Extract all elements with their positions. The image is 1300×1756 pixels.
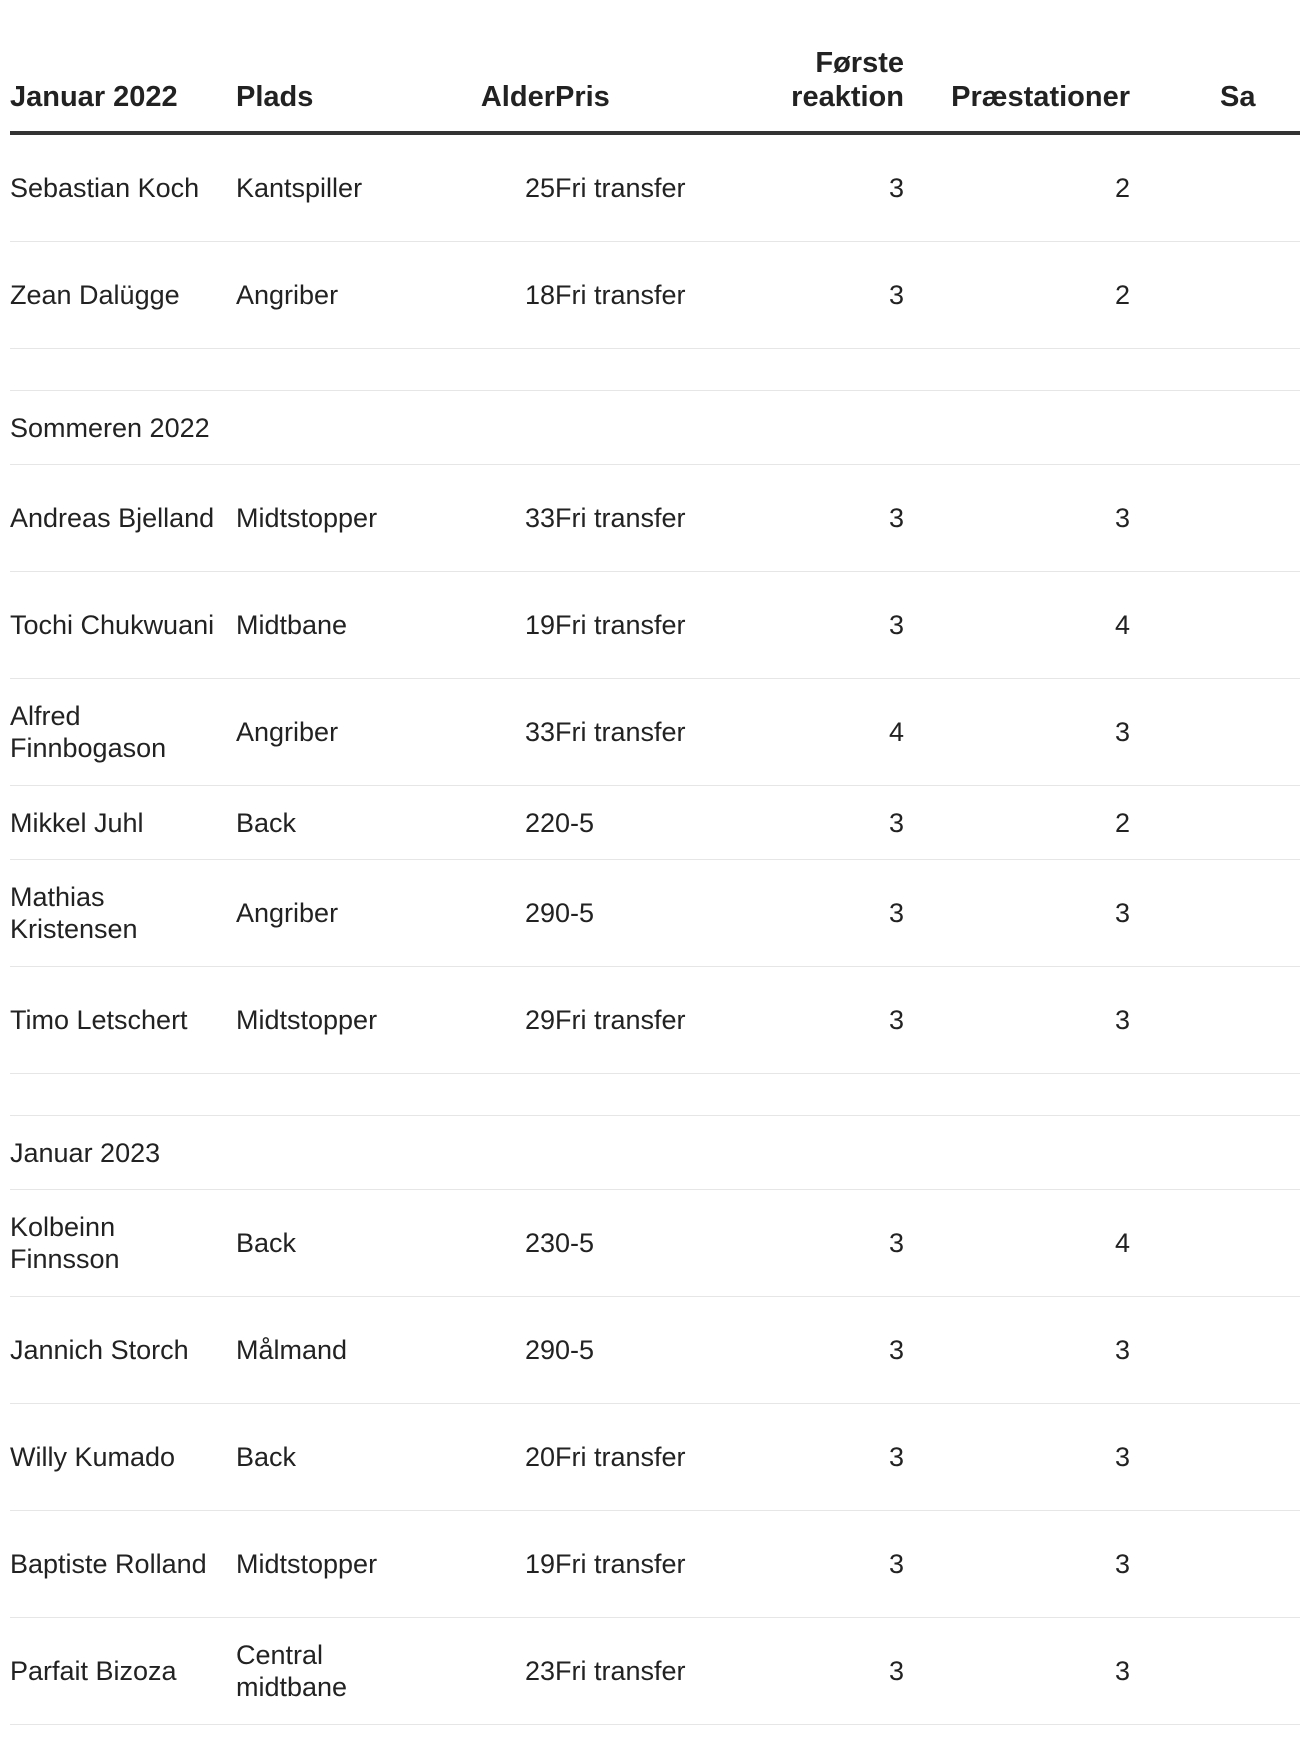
header-foerste-reaktion: Første reaktion xyxy=(704,0,904,133)
first-reaction-score: 3 xyxy=(704,1404,904,1511)
performance-score: 2 xyxy=(904,786,1155,860)
samlet-score xyxy=(1155,679,1300,786)
player-position: Angriber xyxy=(236,860,431,967)
spacer-cell xyxy=(236,349,431,391)
table-row xyxy=(10,133,1300,242)
header-row xyxy=(10,0,1300,133)
first-reaction-score: 3 xyxy=(704,465,904,572)
empty-cell xyxy=(1155,1116,1300,1190)
spacer-cell xyxy=(555,1074,704,1116)
samlet-score xyxy=(1155,242,1300,349)
player-age: 29 xyxy=(431,860,555,967)
header-alder: Alder xyxy=(431,0,555,133)
player-age: 22 xyxy=(431,786,555,860)
performance-score: 3 xyxy=(904,1618,1155,1725)
spacer-cell xyxy=(704,1074,904,1116)
player-price: Fri transfer xyxy=(555,679,704,786)
header-period: Januar 2022 xyxy=(10,0,236,133)
first-reaction-score: 3 xyxy=(704,572,904,679)
performance-score: 4 xyxy=(904,572,1155,679)
player-age: 23 xyxy=(431,1618,555,1725)
performance-score: 3 xyxy=(904,679,1155,786)
player-name: Kolbeinn Finnsson xyxy=(10,1190,236,1297)
player-position: Back xyxy=(236,1190,431,1297)
player-age: 29 xyxy=(431,1297,555,1404)
spacer-cell xyxy=(10,349,236,391)
spacer-cell xyxy=(10,1074,236,1116)
player-age: 19 xyxy=(431,572,555,679)
section-label: Sommeren 2022 xyxy=(10,391,236,465)
performance-score: 3 xyxy=(904,1511,1155,1618)
empty-cell xyxy=(431,391,555,465)
player-price: 0-5 xyxy=(555,1297,704,1404)
player-name: Alfred Finnbogason xyxy=(10,679,236,786)
player-position: Målmand xyxy=(236,1297,431,1404)
player-position: Angriber xyxy=(236,242,431,349)
performance-score: 3 xyxy=(904,1404,1155,1511)
samlet-score xyxy=(1155,572,1300,679)
table-row xyxy=(10,1297,1300,1404)
player-name: Tochi Chukwuani xyxy=(10,572,236,679)
player-price: 0-5 xyxy=(555,860,704,967)
player-age: 33 xyxy=(431,465,555,572)
spacer-cell xyxy=(1155,1074,1300,1116)
player-price: Fri transfer xyxy=(555,1511,704,1618)
player-price: 0-5 xyxy=(555,1190,704,1297)
section-label-row xyxy=(10,1116,1300,1190)
player-price: Fri transfer xyxy=(555,1618,704,1725)
player-name: Parfait Bizoza xyxy=(10,1618,236,1725)
empty-cell xyxy=(904,1116,1155,1190)
empty-cell xyxy=(431,1116,555,1190)
table-row xyxy=(10,242,1300,349)
table-row xyxy=(10,786,1300,860)
performance-score: 3 xyxy=(904,860,1155,967)
empty-cell xyxy=(1155,391,1300,465)
first-reaction-score: 3 xyxy=(704,1618,904,1725)
player-age: 20 xyxy=(431,1404,555,1511)
performance-score: 3 xyxy=(904,1297,1155,1404)
spacer-cell xyxy=(704,349,904,391)
player-position: Midtstopper xyxy=(236,967,431,1074)
samlet-score xyxy=(1155,967,1300,1074)
table-row xyxy=(10,860,1300,967)
player-position: Central midtbane xyxy=(236,1618,431,1725)
player-name: Andreas Bjelland xyxy=(10,465,236,572)
player-age: 18 xyxy=(431,242,555,349)
player-name: Zean Dalügge xyxy=(10,242,236,349)
player-position: Midtstopper xyxy=(236,465,431,572)
first-reaction-score: 3 xyxy=(704,967,904,1074)
performance-score: 2 xyxy=(904,133,1155,242)
player-price: Fri transfer xyxy=(555,1404,704,1511)
spacer-cell xyxy=(904,349,1155,391)
table-row xyxy=(10,1511,1300,1618)
player-position: Angriber xyxy=(236,679,431,786)
samlet-score xyxy=(1155,1297,1300,1404)
first-reaction-score: 3 xyxy=(704,242,904,349)
spacer-cell xyxy=(1155,349,1300,391)
first-reaction-score: 3 xyxy=(704,860,904,967)
section-label: Januar 2023 xyxy=(10,1116,236,1190)
first-reaction-score: 3 xyxy=(704,786,904,860)
player-position: Kantspiller xyxy=(236,133,431,242)
player-price: 0-5 xyxy=(555,786,704,860)
empty-cell xyxy=(904,391,1155,465)
empty-cell xyxy=(555,1116,704,1190)
table-header xyxy=(10,0,1300,133)
performance-score: 4 xyxy=(904,1190,1155,1297)
empty-cell xyxy=(236,391,431,465)
spacer-cell xyxy=(904,1074,1155,1116)
player-price: Fri transfer xyxy=(555,572,704,679)
section-spacer xyxy=(10,349,1300,391)
header-pris: Pris xyxy=(555,0,704,133)
performance-score: 3 xyxy=(904,465,1155,572)
first-reaction-score: 3 xyxy=(704,1511,904,1618)
samlet-score xyxy=(1155,1404,1300,1511)
player-name: Mathias Kristensen xyxy=(10,860,236,967)
table-row xyxy=(10,465,1300,572)
samlet-score xyxy=(1155,465,1300,572)
player-name: Jannich Storch xyxy=(10,1297,236,1404)
first-reaction-score: 3 xyxy=(704,133,904,242)
header-plads: Plads xyxy=(236,0,431,133)
performance-score: 3 xyxy=(904,967,1155,1074)
header-samlet: Sa xyxy=(1155,0,1300,133)
player-age: 23 xyxy=(431,1190,555,1297)
player-price: Fri transfer xyxy=(555,967,704,1074)
transfer-table-container xyxy=(10,0,1256,1756)
player-position: Midtstopper xyxy=(236,1511,431,1618)
player-name: Willy Kumado xyxy=(10,1404,236,1511)
empty-cell xyxy=(555,391,704,465)
spacer-cell xyxy=(431,1074,555,1116)
transfer-table xyxy=(10,0,1300,1725)
section-spacer xyxy=(10,1074,1300,1116)
table-row xyxy=(10,1618,1300,1725)
samlet-score xyxy=(1155,860,1300,967)
empty-cell xyxy=(236,1116,431,1190)
samlet-score xyxy=(1155,1190,1300,1297)
first-reaction-score: 3 xyxy=(704,1297,904,1404)
player-price: Fri transfer xyxy=(555,242,704,349)
player-position: Back xyxy=(236,786,431,860)
table-row xyxy=(10,679,1300,786)
samlet-score xyxy=(1155,786,1300,860)
player-price: Fri transfer xyxy=(555,133,704,242)
player-position: Back xyxy=(236,1404,431,1511)
player-price: Fri transfer xyxy=(555,465,704,572)
samlet-score xyxy=(1155,133,1300,242)
player-name: Mikkel Juhl xyxy=(10,786,236,860)
samlet-score xyxy=(1155,1618,1300,1725)
table-row xyxy=(10,1190,1300,1297)
samlet-score xyxy=(1155,1511,1300,1618)
header-praestationer: Præstationer xyxy=(904,0,1155,133)
player-name: Baptiste Rolland xyxy=(10,1511,236,1618)
player-age: 33 xyxy=(431,679,555,786)
first-reaction-score: 4 xyxy=(704,679,904,786)
player-age: 25 xyxy=(431,133,555,242)
player-name: Sebastian Koch xyxy=(10,133,236,242)
player-position: Midtbane xyxy=(236,572,431,679)
performance-score: 2 xyxy=(904,242,1155,349)
section-label-row xyxy=(10,391,1300,465)
table-row xyxy=(10,1404,1300,1511)
player-age: 29 xyxy=(431,967,555,1074)
spacer-cell xyxy=(236,1074,431,1116)
first-reaction-score: 3 xyxy=(704,1190,904,1297)
table-row xyxy=(10,572,1300,679)
empty-cell xyxy=(704,1116,904,1190)
player-age: 19 xyxy=(431,1511,555,1618)
player-name: Timo Letschert xyxy=(10,967,236,1074)
empty-cell xyxy=(704,391,904,465)
table-row xyxy=(10,967,1300,1074)
spacer-cell xyxy=(431,349,555,391)
spacer-cell xyxy=(555,349,704,391)
table-body xyxy=(10,133,1300,1725)
